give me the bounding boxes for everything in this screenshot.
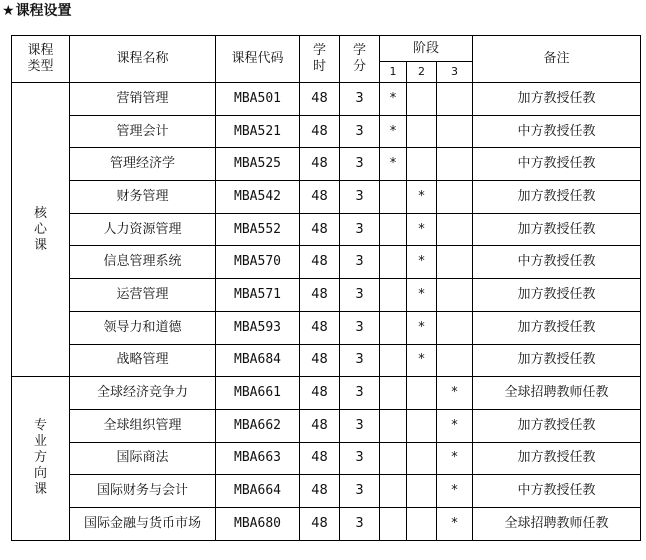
stage-1-mark xyxy=(380,475,407,508)
course-code: MBA525 xyxy=(216,148,300,181)
stage-1-mark xyxy=(380,311,407,344)
header-hours: 学 时 xyxy=(300,36,340,83)
stage-3-mark xyxy=(437,83,473,116)
course-table xyxy=(11,35,641,541)
course-note: 加方教授任教 xyxy=(473,311,641,344)
course-hours: 48 xyxy=(300,377,340,410)
stage-1-mark xyxy=(380,181,407,214)
stage-3-mark xyxy=(437,148,473,181)
course-name: 战略管理 xyxy=(70,344,216,377)
course-type-label: 专 业 方 向 课 xyxy=(12,377,70,540)
table-row xyxy=(12,409,641,442)
stage-2-mark: * xyxy=(407,246,437,279)
course-name: 全球经济竞争力 xyxy=(70,377,216,410)
stage-3-mark xyxy=(437,279,473,312)
table-row xyxy=(12,311,641,344)
course-code: MBA664 xyxy=(216,475,300,508)
course-hours: 48 xyxy=(300,115,340,148)
table-row xyxy=(12,279,641,312)
course-credits: 3 xyxy=(340,246,380,279)
table-row xyxy=(12,507,641,540)
course-hours: 48 xyxy=(300,409,340,442)
stage-1-mark: * xyxy=(380,148,407,181)
course-hours: 48 xyxy=(300,213,340,246)
course-note: 加方教授任教 xyxy=(473,409,641,442)
course-code: MBA501 xyxy=(216,83,300,116)
course-credits: 3 xyxy=(340,409,380,442)
course-code: MBA663 xyxy=(216,442,300,475)
course-hours: 48 xyxy=(300,442,340,475)
course-credits: 3 xyxy=(340,475,380,508)
stage-2-mark: * xyxy=(407,279,437,312)
stage-2-mark: * xyxy=(407,344,437,377)
course-hours: 48 xyxy=(300,279,340,312)
course-credits: 3 xyxy=(340,442,380,475)
course-note: 中方教授任教 xyxy=(473,246,641,279)
course-note: 中方教授任教 xyxy=(473,115,641,148)
stage-1-mark xyxy=(380,507,407,540)
course-name: 运营管理 xyxy=(70,279,216,312)
stage-3-mark xyxy=(437,181,473,214)
course-hours: 48 xyxy=(300,83,340,116)
course-name: 人力资源管理 xyxy=(70,213,216,246)
table-row xyxy=(12,181,641,214)
course-code: MBA593 xyxy=(216,311,300,344)
course-name: 全球组织管理 xyxy=(70,409,216,442)
table-row xyxy=(12,83,641,116)
stage-1-mark xyxy=(380,442,407,475)
course-name: 国际商法 xyxy=(70,442,216,475)
course-code: MBA684 xyxy=(216,344,300,377)
course-credits: 3 xyxy=(340,181,380,214)
course-credits: 3 xyxy=(340,115,380,148)
header-stage-3: 3 xyxy=(437,62,473,83)
stage-2-mark xyxy=(407,507,437,540)
course-name: 领导力和道德 xyxy=(70,311,216,344)
table-row xyxy=(12,246,641,279)
stage-3-mark: * xyxy=(437,409,473,442)
table-row xyxy=(12,344,641,377)
course-type-label: 核 心 课 xyxy=(12,83,70,377)
stage-2-mark xyxy=(407,83,437,116)
course-note: 中方教授任教 xyxy=(473,475,641,508)
course-note: 加方教授任教 xyxy=(473,279,641,312)
section-heading xyxy=(2,0,72,22)
course-note: 全球招聘教师任教 xyxy=(473,507,641,540)
stage-3-mark xyxy=(437,311,473,344)
stage-3-mark xyxy=(437,213,473,246)
course-name: 信息管理系统 xyxy=(70,246,216,279)
stage-1-mark xyxy=(380,246,407,279)
course-code: MBA680 xyxy=(216,507,300,540)
stage-3-mark: * xyxy=(437,507,473,540)
course-name: 管理经济学 xyxy=(70,148,216,181)
course-name: 营销管理 xyxy=(70,83,216,116)
header-note: 备注 xyxy=(473,36,641,83)
stage-3-mark xyxy=(437,344,473,377)
course-code: MBA571 xyxy=(216,279,300,312)
course-code: MBA552 xyxy=(216,213,300,246)
course-credits: 3 xyxy=(340,344,380,377)
course-note: 加方教授任教 xyxy=(473,181,641,214)
header-credits: 学 分 xyxy=(340,36,380,83)
table-row xyxy=(12,213,641,246)
stage-3-mark: * xyxy=(437,475,473,508)
course-hours: 48 xyxy=(300,148,340,181)
course-credits: 3 xyxy=(340,279,380,312)
course-credits: 3 xyxy=(340,377,380,410)
stage-1-mark: * xyxy=(380,115,407,148)
course-credits: 3 xyxy=(340,83,380,116)
header-stage: 阶段 xyxy=(380,36,473,62)
course-hours: 48 xyxy=(300,246,340,279)
course-note: 全球招聘教师任教 xyxy=(473,377,641,410)
course-note: 中方教授任教 xyxy=(473,148,641,181)
stage-2-mark xyxy=(407,115,437,148)
stage-3-mark: * xyxy=(437,442,473,475)
course-note: 加方教授任教 xyxy=(473,442,641,475)
course-name: 管理会计 xyxy=(70,115,216,148)
stage-3-mark xyxy=(437,246,473,279)
stage-1-mark xyxy=(380,377,407,410)
course-hours: 48 xyxy=(300,344,340,377)
stage-1-mark xyxy=(380,409,407,442)
header-stage-1: 1 xyxy=(380,62,407,83)
stage-2-mark: * xyxy=(407,311,437,344)
course-hours: 48 xyxy=(300,507,340,540)
course-code: MBA542 xyxy=(216,181,300,214)
course-name: 国际金融与货币市场 xyxy=(70,507,216,540)
stage-1-mark xyxy=(380,279,407,312)
stage-2-mark xyxy=(407,442,437,475)
course-code: MBA661 xyxy=(216,377,300,410)
course-note: 加方教授任教 xyxy=(473,344,641,377)
table-row xyxy=(12,115,641,148)
course-note: 加方教授任教 xyxy=(473,83,641,116)
course-credits: 3 xyxy=(340,311,380,344)
header-course-code: 课程代码 xyxy=(216,36,300,83)
course-credits: 3 xyxy=(340,213,380,246)
course-hours: 48 xyxy=(300,181,340,214)
star-icon: ★ xyxy=(2,3,15,19)
stage-2-mark: * xyxy=(407,213,437,246)
header-course-name: 课程名称 xyxy=(70,36,216,83)
table-row xyxy=(12,148,641,181)
stage-1-mark xyxy=(380,344,407,377)
stage-2-mark xyxy=(407,475,437,508)
course-name: 国际财务与会计 xyxy=(70,475,216,508)
course-hours: 48 xyxy=(300,311,340,344)
stage-1-mark xyxy=(380,213,407,246)
course-code: MBA662 xyxy=(216,409,300,442)
course-table-body xyxy=(12,83,641,541)
stage-2-mark xyxy=(407,148,437,181)
section-title: 课程设置 xyxy=(15,3,72,19)
table-row xyxy=(12,442,641,475)
course-name: 财务管理 xyxy=(70,181,216,214)
course-code: MBA521 xyxy=(216,115,300,148)
course-credits: 3 xyxy=(340,507,380,540)
course-hours: 48 xyxy=(300,475,340,508)
course-note: 加方教授任教 xyxy=(473,213,641,246)
course-code: MBA570 xyxy=(216,246,300,279)
course-credits: 3 xyxy=(340,148,380,181)
table-row xyxy=(12,377,641,410)
header-stage-2: 2 xyxy=(407,62,437,83)
stage-3-mark: * xyxy=(437,377,473,410)
stage-2-mark xyxy=(407,409,437,442)
header-course-type: 课程 类型 xyxy=(12,36,70,83)
table-row xyxy=(12,475,641,508)
stage-2-mark: * xyxy=(407,181,437,214)
stage-3-mark xyxy=(437,115,473,148)
stage-2-mark xyxy=(407,377,437,410)
stage-1-mark: * xyxy=(380,83,407,116)
